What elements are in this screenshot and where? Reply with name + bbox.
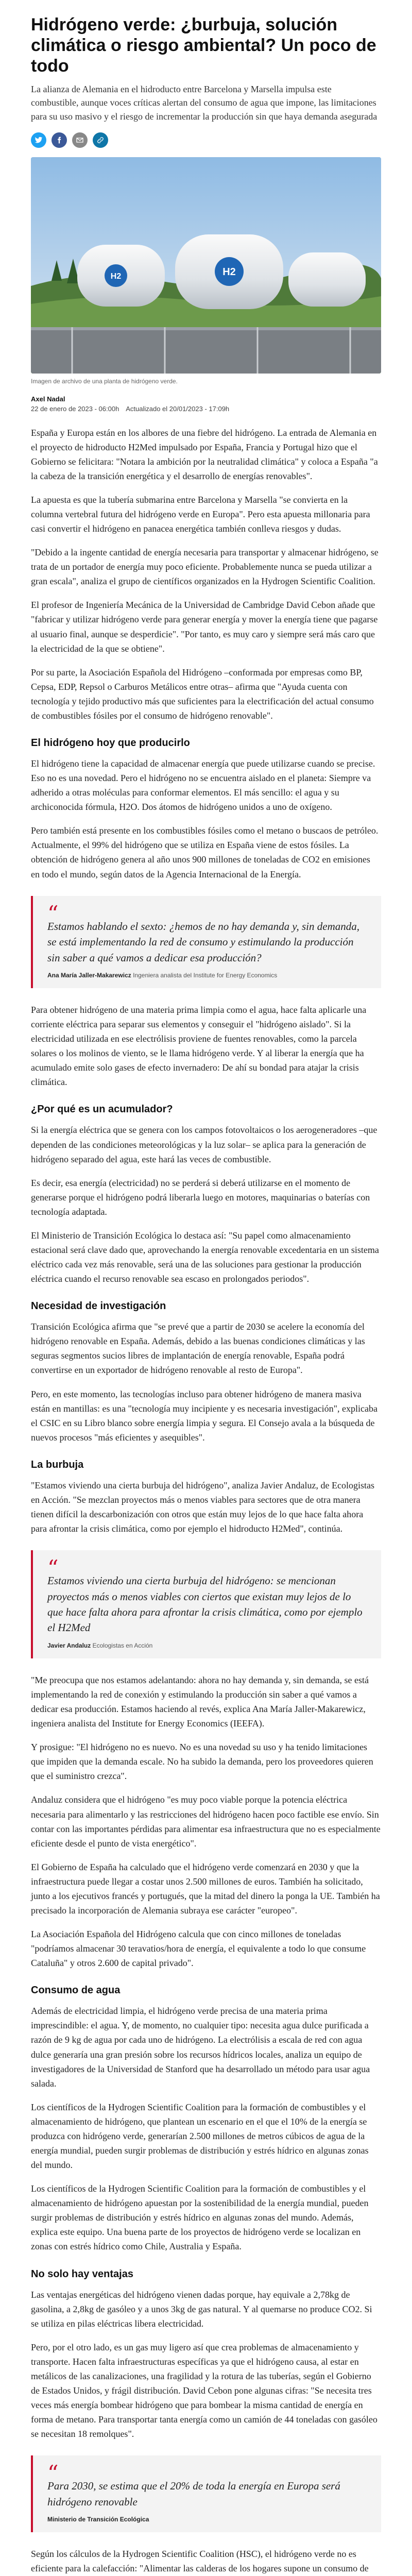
section-heading: Necesidad de investigación (31, 1300, 166, 1312)
paragraph: Por su parte, la Asociación Española del Hidrógeno –conformada por empresas como BP, Cepsa, EDP, Repsol o Carburos Metálicos entre otras– afirma que "Ayuda cuenta con tecnología y tejido productivo más que suficientes para la electrificación del actual consumo de combustibles fósiles por el consumo de hidrógeno renovable". (31, 667, 374, 721)
paragraph: El profesor de Ingeniería Mecánica de la Universidad de Cambridge David Cebon añade que "fabricar y utilizar hidrógeno verde para generar energía y mover la energía tiene que pagarse al usuario final, aunque se desperdicie". "Por tanto, es muy caro y siempre será más caro que la electricidad de la que se obtiene". (31, 600, 378, 654)
mail-icon[interactable] (72, 132, 88, 148)
article-headline: Hidrógeno verde: ¿burbuja, solución climática o riesgo ambiental? Un poco de todo (31, 15, 376, 76)
paragraph: Además de electricidad limpia, el hidrógeno verde precisa de una materia prima imprescindible: el agua. Y, de momento, no cualquier tipo: necesita agua dulce purificada a razón de 9 kg de agua por cada uno de hidrógeno. La electrólisis a escala de red con agua dulce generaría una gran presión sobre los recursos hídricos locales, analiza un equipo de investigadores de la Universidad de Stanford que ha desarrollado un método para usar agua salada. (31, 2006, 370, 2089)
section-heading: La burbuja (31, 1459, 84, 1470)
twitter-icon[interactable] (31, 132, 46, 148)
paragraph: Pero, por el otro lado, es un gas muy ligero así que crea problemas de almacenamiento y transporte. Hacen falta infraestructuras específicas ya que el hidrógeno causa, al estar en metálicos de las canalizaciones, una fragilidad y la rotura de las tuberías, según el Gobierno de Estados Unidos, y frágil distribución. David Cebon pone algunas cifras: "Se necesita tres veces más energía bombear hidrógeno que para bombear la misma cantidad de energía en forma de metano. Para transportar tanta energía como un camión de 44 toneladas con gasóleo se necesitan 18 remolques". (31, 2342, 377, 2439)
quote-text: Estamos viviendo una cierta burbuja del hidrógeno: se mencionan proyectos más o menos viables con ciertos que existan muy lejos de lo que hace falta ahora para afrontar la crisis climática, como por ejemplo el H2Med (47, 1574, 363, 1634)
quote-mark-icon: “ (47, 901, 59, 926)
quote-source (47, 1642, 367, 1649)
paragraph: El Gobierno de España ha calculado que el hidrógeno verde comenzará en 2030 y que la infraestructura puede llegar a costar unos 2.500 millones de euros. También ha solicitado, junto a los ejecutivos francés y portugués, que la mitad del dinero la ponga la UE. También ha precisado la incorporación de Alemania subraya ese carácter "europeo". (31, 1861, 380, 1916)
paragraph: Según los cálculos de la Hydrogen Scientific Coalition (HSC), el hidrógeno verde no es eficiente para la calefacción: "Alimentar las calderas de los hogares supone un consumo de (31, 2549, 369, 2574)
paragraph: "Debido a la ingente cantidad de energía necesaria para transportar y almacenar hidrógeno, se trata de un portador de energía muy poco eficiente. Probablemente nunca se pueda utilizar a gran escala", analiza el grupo de científicos organizados en la Hydrogen Scientific Coalition. (31, 547, 379, 587)
quote-source-name: Ministerio de Transición Ecológica (47, 2516, 149, 2523)
quote-text: Para 2030, se estima que el 20% de toda la energía en Europa será hidrógeno renovable (47, 2480, 340, 2508)
paragraph: Para obtener hidrógeno de una materia prima limpia como el agua, hace falta aplicarle una corriente eléctrica para separar sus elementos y conseguir el "hidrógeno aislado". Si la electricidad utilizada en ese electrólisis proviene de fuentes renovables, como la parcela solares o los molinos de viento, se le llama hidrógeno verde. Y al liberar la energía que ha acumulado emite solo gases de efecto invernadero: De ahí su bondad para atajar la crisis climática. (31, 1004, 367, 1088)
paragraph: La Asociación Española del Hidrógeno calcula que con cinco millones de toneladas "podríamos almacenar 30 teravatios/hora de energía, el equivalente a todo lo que consume Cataluña" y otros 2.600 de capital privado". (31, 1929, 366, 1969)
paragraph: Pero también está presente en los combustibles fósiles como el metano o buscaos de petróleo. Actualmente, el 99% del hidrógeno que se utiliza en España viene de estos fósiles. La obtención de hidrógeno genera al año unos 900 millones de toneladas de CO2 en emisiones en todo el mundo, según datos de la Agencia Internacional de la Energía. (31, 825, 379, 879)
author-name[interactable]: Axel Nadal (31, 395, 65, 403)
share-buttons (31, 132, 381, 148)
quote-source-name: Javier Andaluz (47, 1641, 91, 1649)
section-heading: Consumo de agua (31, 1985, 121, 1996)
pull-quote (31, 896, 381, 988)
updated-date: Actualizado el 20/01/2023 - 17:09h (126, 405, 230, 413)
paragraph: Y prosigue: "El hidrógeno no es nuevo. No es una novedad su uso y ha tenido limitaciones que impiden que la demanda escale. No ha subido la demanda, pero los proveedores quieren que el suministro crezca". (31, 1742, 373, 1782)
hero-image (31, 157, 381, 374)
paragraph: El Ministerio de Transición Ecológica lo destaca así: "Su papel como almacenamiento estacional será clave dado que, aprovechando la energía renovable excedentaria en un sistema eléctrico cada vez más renovable, será una de las soluciones para gestionar la producción eléctrica cuando el recurso renovable sea escaso en prolongados periodos". (31, 1230, 379, 1284)
quote-text: Estamos hablando el sexto: ¿hemos de no hay demanda y, sin demanda, se está implementando la red de consumo y estimulando la producción sin saber a qué vamos a dedicar esa producción? (47, 920, 359, 964)
paragraph: La apuesta es que la tubería submarina entre Barcelona y Marsella "se convierta en la columna vertebral futura del hidrógeno verde en Europa". Pero esta apuesta millonaria para casi convertir el hidrógeno en panacea energética también conlleva riesgos y dudas. (31, 494, 370, 534)
paragraph: España y Europa están en los albores de una fiebre del hidrógeno. La entrada de Alemania en el proyecto de hidroducto H2Med impulsado por España, Francia y Portugal hizo que el Gobierno se felicitara: "Notara la ambición por la neutralidad climática" y coloca a España "a la cabeza de la transición energética y el desarrollo de energías renovables". (31, 427, 378, 481)
section-heading: No solo hay ventajas (31, 2268, 133, 2280)
quote-mark-icon: “ (47, 2461, 59, 2486)
quote-source-role: Ingeniera analista del Institute for Energy Economics (133, 971, 278, 979)
quote-mark-icon: “ (47, 1555, 59, 1581)
paragraph: Las ventajas energéticas del hidrógeno vienen dadas porque, hay equivale a 2,78kg de gasolina, a 2,8kg de gasóleo y a unos 3kg de gas natural. Y al quemarse no produce CO2. Si se utiliza en pilas eléctricas libera electricidad. (31, 2289, 372, 2329)
article-subtitle: La alianza de Alemania en el hidroducto entre Barcelona y Marsella impulsa este combustible, aunque voces críticas alertan del consumo de agua que impone, las limitaciones para su uso masivo y el riesgo de incrementar la producción sin que haya demanda asegurada (31, 84, 377, 122)
paragraph: "Estamos viviendo una cierta burbuja del hidrógeno", analiza Javier Andaluz, de Ecologistas en Acción. "Se mezclan proyectos más o menos viables para sectores que de otra manera tienen difícil la descarbonización con otros que están muy lejos de lo que hace falta ahora para afrontar la crisis climática, como por ejemplo el hidroducto H2Med", continúa. (31, 1480, 374, 1534)
section-heading: El hidrógeno hoy que producirlo (31, 737, 190, 749)
svg-text:H2: H2 (110, 272, 122, 281)
pull-quote (31, 2455, 381, 2532)
image-caption: Imagen de archivo de una planta de hidrógeno verde. (31, 377, 178, 385)
link-icon[interactable] (93, 132, 108, 148)
byline-meta (31, 405, 234, 413)
paragraph: "Me preocupa que nos estamos adelantando: ahora no hay demanda y, sin demanda, se está implementando la red de conexión y estimulando la producción sin saber a qué vamos a dedicar esa producción. Estamos haciendo al revés, explica Ana María Jaller-Makarewicz, ingeniera analista del Institute for Energy Economics (IEEFA). (31, 1674, 369, 1729)
paragraph: Pero, en este momento, las tecnologías incluso para obtener hidrógeno de manera masiva están en mantillas: es una "tecnología muy incipiente y es necesaria investigación", explicaba el CSIC en su Libro blanco sobre energía limpia y segura. El Consejo avala a la búsqueda de nuevos procesos "más eficientes y asequibles". (31, 1388, 377, 1443)
facebook-icon[interactable] (52, 132, 67, 148)
quote-source-role: Ecologistas en Acción (92, 1641, 153, 1649)
pull-quote (31, 1550, 381, 1658)
hydrogen-plant-illustration (31, 157, 381, 374)
section-heading: ¿Por qué es un acumulador? (31, 1104, 173, 1115)
paragraph: Andaluz considera que el hidrógeno "es muy poco viable porque la potencia eléctrica necesaria para alimentarlo y las restricciones del hidrógeno hacen poco factible ese envío. Sin contar con las importantes pérdidas para alimentar esa infraestructura que no es especialmente eficiente desde el punto de vista energético". (31, 1794, 381, 1849)
paragraph: Es decir, esa energía (electricidad) no se perderá si deberá utilizarse en el momento de generarse porque el hidrógeno podrá liberarla luego en motores, maquinarias o baterías con tecnología adaptada. (31, 1177, 370, 1217)
publish-date: 22 de enero de 2023 - 06:00h (31, 405, 119, 413)
paragraph: Transición Ecológica afirma que "se prevé que a partir de 2030 se acelere la economía del hidrógeno renovable en España. Además, debido a las buenas condiciones climáticas y las seguras segmentos sucios libres de implantación de energía renovable, España podrá convertirse en un exportador de hidrógeno renovable al resto de Europa". (31, 1321, 365, 1376)
paragraph: Si la energía eléctrica que se genera con los campos fotovoltaicos o los aerogeneradores –que dependen de las condiciones meteorológicas y la luz solar– se aplica para la generación de hidrógeno separado del agua, este hará las veces de combustible. (31, 1125, 377, 1164)
paragraph: Los científicos de la Hydrogen Scientific Coalition para la formación de combustibles y el almacenamiento de hidrógeno apuestan por la sostenibilidad de la energía mundial, pueden surgir problemas de distribución y estrés hídrico en algunas zonas del mundo. Además, explica este equipo. Una buena parte de los proyectos de hidrógeno verde se localizan en zonas con estrés hídrico como Chile, Australia y España. (31, 2183, 369, 2252)
svg-text:H2: H2 (222, 266, 236, 278)
quote-source (47, 2516, 367, 2523)
quote-source (47, 972, 367, 979)
byline (31, 394, 381, 414)
article-body (31, 426, 381, 2576)
quote-source-name: Ana María Jaller-Makarewicz (47, 971, 131, 979)
paragraph: El hidrógeno tiene la capacidad de almacenar energía que puede utilizarse cuando se precise. Eso no es una novedad. Pero el hidrógeno no se encuentra aislado en el planeta: Siempre va adherido a otras moléculas para conformar elementos. El más sencillo: el agua y su archiconocida fórmula, H2O. Dos átomos de hidrógeno unidos a uno de oxígeno. (31, 758, 375, 812)
paragraph: Los científicos de la Hydrogen Scientific Coalition para la formación de combustibles y el almacenamiento de hidrógeno, que plantean un escenario en el que el 10% de la energía se produzca con hidrógeno verde, generarían 2.500 millones de metros cúbicos de agua de la energía mundial, pueden surgir problemas de distribución y estrés hídrico en algunas zonas del mundo. (31, 2102, 369, 2171)
